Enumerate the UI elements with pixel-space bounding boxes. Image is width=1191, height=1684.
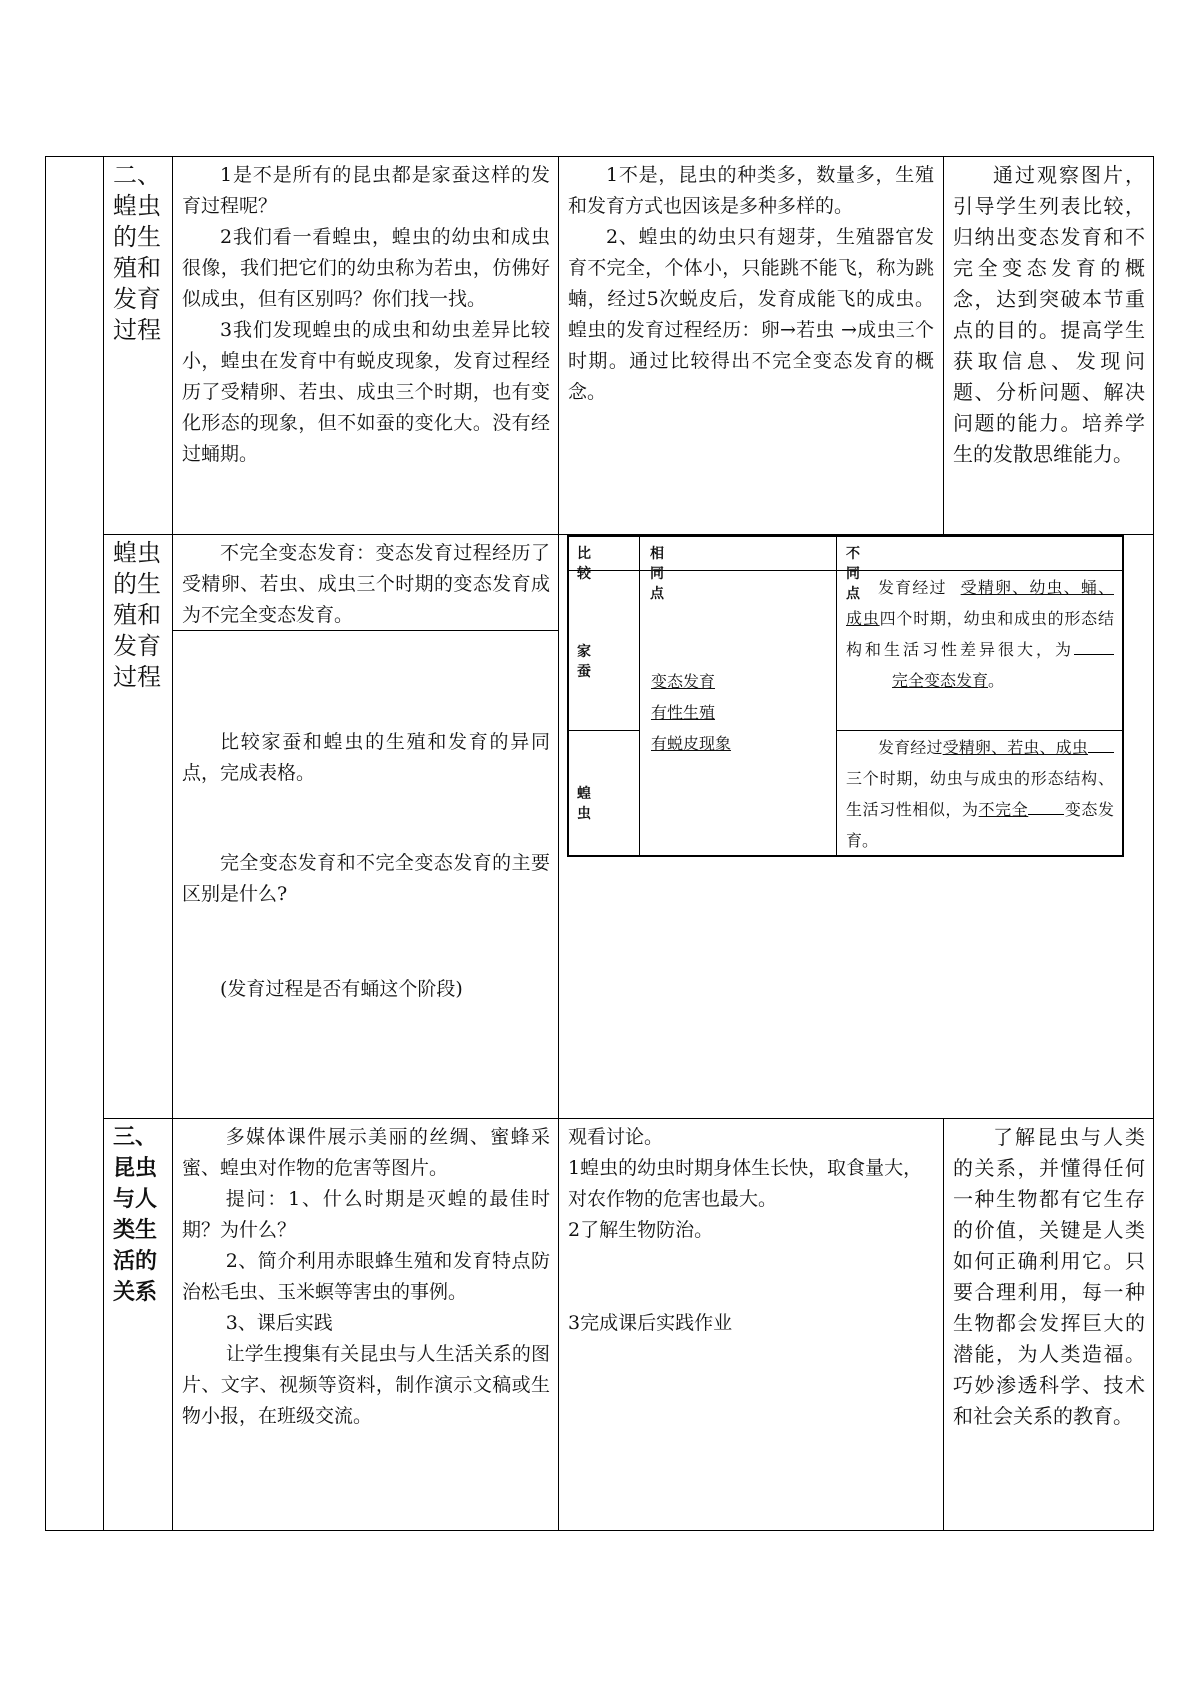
paragraph: 1蝗虫的幼虫时期身体生长快，取食量大，对农作物的危害也最大。 (568, 1157, 923, 1210)
row-label-silkworm: 家蚕 (577, 644, 591, 680)
common-item: 变态发育 (651, 672, 716, 691)
paragraph: 多媒体课件展示美丽的丝绸、蜜蜂采蜜、蝗虫对作物的危害等图片。 (182, 1126, 550, 1179)
section2-student-activity (568, 160, 934, 408)
silkworm-difference: 发育经过 受精卵、幼虫、蛹、成虫四个时期，幼虫和成虫的形态结构和生活习性差异很大，为完全变态发育。 (846, 578, 1114, 690)
section3-student-activity (568, 1122, 936, 1339)
paragraph: 通过观察图片，引导学生列表比较，归纳出变态发育和不完全变态发育的概念，达到突破本节重点的目的。提高学生获取信息、发现问题、分析问题、解决问题的能力。培养学生的发散思维能力。 (953, 163, 1145, 466)
paragraph: 让学生搜集有关昆虫与人生活关系的图片、文字、视频等资料，制作演示文稿或生物小报，在班级交流。 (182, 1343, 550, 1427)
table-bottom-border (45, 1530, 1154, 1531)
paragraph: 比较家蚕和蝗虫的生殖和发育的异同点，完成表格。 (182, 731, 550, 784)
locust-difference: 发育经过受精卵、若虫、成虫三个时期，幼虫与成虫的形态结构、生活习性相似，为不完全 变态发育。 (846, 738, 1114, 850)
common-item: 有蜕皮现象 (651, 734, 732, 753)
paragraph: 2了解生物防治。 (568, 1219, 714, 1241)
section2-design-intent (953, 160, 1145, 470)
inner-col-2 (836, 535, 837, 856)
col-line-2 (172, 156, 173, 1531)
paragraph: 完全变态发育和不完全变态发育的主要区别是什么? (182, 852, 550, 905)
common-item: 有性生殖 (651, 703, 716, 722)
inner-left (567, 535, 569, 857)
row-divider-2 (103, 1118, 1154, 1119)
main-difference-question (182, 848, 550, 910)
main-difference-answer (182, 974, 550, 1005)
paragraph: 了解昆虫与人类的关系，并懂得任何一种生物都有它生存的价值，关键是人类如何正确利用它。只要合理利用，每一种生物都会发挥巨大的潜能，为人类造福。巧妙渗透科学、技术和社会关系的教育。 (953, 1125, 1145, 1428)
table-top-border (45, 156, 1154, 157)
paragraph: 不完全变态发育：变态发育过程经历了受精卵、若虫、成虫三个时期的变态发育成为不完全变态发育。 (182, 542, 550, 626)
inner-row-divider-right (836, 730, 1122, 731)
compare-prompt (182, 727, 550, 789)
inner-header-difference: 不同点 (846, 546, 860, 602)
col-line-3 (558, 156, 559, 1531)
inner-right (1122, 535, 1124, 857)
inner-top (567, 535, 1124, 537)
section2-teacher-activity (182, 160, 550, 470)
paragraph: 提问：1、什么时期是灭蝗的最佳时期？为什么？ (182, 1188, 550, 1241)
inner-col-1 (639, 535, 640, 856)
col-line-4a (943, 156, 944, 535)
section-label-2b: 蝗虫的生殖和发育过程 (113, 539, 161, 691)
section3-teacher-activity (182, 1122, 550, 1432)
section3-design-intent (953, 1122, 1145, 1432)
inner-header-compare: 比较 (577, 546, 591, 582)
paragraph: 2、蝗虫的幼虫只有翅芽，生殖器官发育不完全，个体小，只能跳不能飞，称为跳蝻，经过5次蜕皮后，发育成能飞的成虫。蝗虫的发育过程经历：卵→若虫 →成虫三个时期。通过比较得出不完全变态发育的概念。 (568, 226, 934, 403)
paragraph: 1是不是所有的昆虫都是家蚕这样的发育过程呢？ (182, 164, 550, 217)
paragraph: 3、课后实践 (225, 1312, 333, 1334)
paragraph: (发育过程是否有蛹这个阶段) (220, 978, 463, 1000)
paragraph: 观看讨论。 (568, 1126, 664, 1148)
paragraph: 3我们发现蝗虫的成虫和幼虫差异比较小，蝗虫在发育中有蜕皮现象，发育过程经历了受精卵、若虫、成虫三个时期，也有变化形态的现象，但不如蚕的变化大。没有经过蛹期。 (182, 319, 550, 465)
definition-text (182, 538, 550, 631)
paragraph: 2我们看一看蝗虫，蝗虫的幼虫和成虫很像，我们把它们的幼虫称为若虫，仿佛好似成虫，但有区别吗？你们找一找。 (182, 226, 550, 310)
section-label-3: 三、昆虫与人类生活的关系 (113, 1124, 158, 1305)
col-line-4b (943, 1118, 944, 1531)
col-line-0 (45, 156, 46, 1531)
section-label-2: 二、蝗虫的生殖和发育过程 (113, 161, 161, 344)
common-points (651, 666, 831, 759)
row-label-locust: 蝗虫 (577, 786, 591, 822)
inner-row-divider-left (567, 730, 639, 731)
col-line-1 (103, 156, 104, 1531)
paragraph: 1不是，昆虫的种类多，数量多，生殖和发育方式也因该是多种多样的。 (568, 164, 934, 217)
paragraph: 2、简介利用赤眼蜂生殖和发育特点防治松毛虫、玉米螟等害虫的事例。 (182, 1250, 550, 1303)
col-line-5 (1153, 156, 1154, 1531)
inner-header-common: 相同点 (650, 546, 664, 602)
paragraph: 3完成课后实践作业 (568, 1312, 733, 1334)
